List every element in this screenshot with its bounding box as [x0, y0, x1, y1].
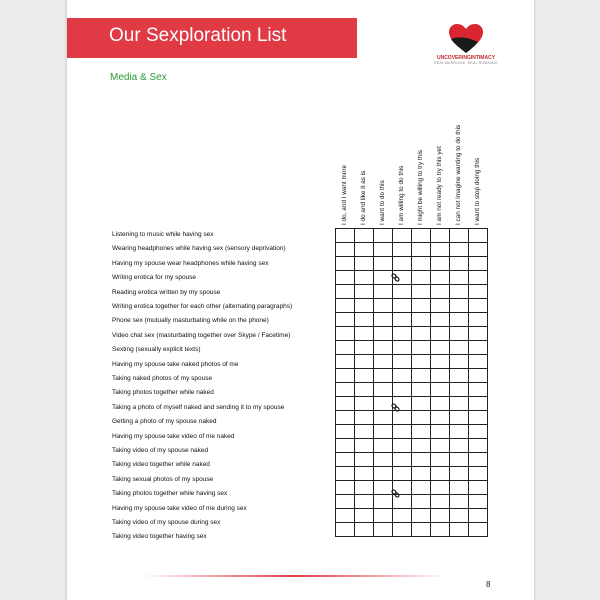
table-row: [336, 439, 488, 453]
checkbox-cell[interactable]: [355, 495, 374, 509]
checkbox-cell[interactable]: [374, 257, 393, 271]
section-title: Media & Sex: [110, 72, 167, 83]
checkbox-cell[interactable]: [355, 299, 374, 313]
column-header-label: I can not imagine wanting to do this: [455, 124, 462, 225]
checkbox-cell[interactable]: [393, 355, 412, 369]
checkbox-cell[interactable]: [431, 369, 450, 383]
checkbox-grid: [335, 228, 488, 537]
checkbox-cell[interactable]: [374, 467, 393, 481]
row-label: Writing erotica for my spouse: [112, 274, 197, 282]
row-label: Having my spouse wear headphones while having sex: [112, 259, 269, 267]
checkbox-cell[interactable]: [336, 285, 355, 299]
row-label: Sexting (sexually explicit texts): [112, 346, 201, 354]
checkbox-cell[interactable]: [355, 243, 374, 257]
checkbox-cell[interactable]: [412, 271, 431, 285]
table-row: [336, 229, 488, 243]
row-label: Listening to music while having sex: [112, 231, 214, 238]
checkbox-cell[interactable]: [393, 383, 412, 397]
table-row: [336, 397, 488, 411]
checkbox-cell[interactable]: [374, 327, 393, 341]
checkbox-cell[interactable]: [412, 313, 431, 327]
checkbox-cell[interactable]: [469, 355, 488, 369]
checkbox-cell[interactable]: [393, 439, 412, 453]
checkbox-cell[interactable]: [450, 495, 469, 509]
page-title: Our Sexploration List: [109, 25, 287, 46]
checkbox-cell[interactable]: [469, 425, 488, 439]
checkbox-cell[interactable]: [431, 495, 450, 509]
checkbox-cell[interactable]: [374, 299, 393, 313]
checkbox-cell[interactable]: [355, 383, 374, 397]
checkbox-cell[interactable]: [450, 271, 469, 285]
checkbox-cell[interactable]: [412, 229, 431, 243]
checkbox-cell[interactable]: [469, 509, 488, 523]
checkbox-cell[interactable]: [374, 285, 393, 299]
checkbox-cell[interactable]: [355, 355, 374, 369]
table-row: [336, 271, 488, 285]
checkbox-cell[interactable]: [355, 523, 374, 537]
checkbox-cell[interactable]: [412, 523, 431, 537]
checkbox-cell[interactable]: [412, 411, 431, 425]
checkbox-cell[interactable]: [374, 411, 393, 425]
row-label: Taking sexual photos of my spouse: [112, 475, 214, 483]
checkbox-cell[interactable]: [393, 369, 412, 383]
checkbox-cell[interactable]: [469, 411, 488, 425]
checkbox-cell[interactable]: [469, 439, 488, 453]
checkbox-cell[interactable]: [431, 355, 450, 369]
checkbox-cell[interactable]: [431, 341, 450, 355]
brand-logo: [422, 24, 510, 80]
checkbox-cell[interactable]: [469, 369, 488, 383]
checkbox-cell[interactable]: [336, 299, 355, 313]
checkbox-cell[interactable]: [336, 411, 355, 425]
checkbox-cell[interactable]: [374, 495, 393, 509]
row-label: Wearing headphones while having sex (sensory deprivation): [112, 245, 286, 253]
column-header-label: I do, and I want more: [341, 164, 348, 225]
table-row: [336, 285, 488, 299]
checkbox-cell[interactable]: [431, 327, 450, 341]
checkbox-cell[interactable]: [374, 509, 393, 523]
column-header-label: I am not ready to try this yet: [436, 146, 443, 225]
checkbox-cell[interactable]: [450, 453, 469, 467]
checkbox-cell[interactable]: [450, 369, 469, 383]
checkbox-cell[interactable]: [450, 523, 469, 537]
checkbox-cell[interactable]: [412, 285, 431, 299]
checkbox-cell[interactable]: [431, 467, 450, 481]
checkbox-cell[interactable]: [393, 509, 412, 523]
checkbox-cell[interactable]: [469, 495, 488, 509]
checkbox-cell[interactable]: [431, 411, 450, 425]
checkbox-cell[interactable]: [374, 481, 393, 495]
row-label: Phone sex (mutually masturbating while on the phone): [112, 317, 269, 325]
checkbox-cell[interactable]: [412, 397, 431, 411]
checkbox-cell[interactable]: [431, 271, 450, 285]
column-header-label: I do and like it as is: [360, 170, 367, 225]
table-row: [336, 243, 488, 257]
checkbox-cell[interactable]: [469, 341, 488, 355]
checkbox-cell[interactable]: [355, 425, 374, 439]
checkbox-cell[interactable]: [431, 243, 450, 257]
checkbox-cell[interactable]: [393, 299, 412, 313]
checkbox-cell[interactable]: [450, 299, 469, 313]
footer-divider: [142, 575, 447, 578]
checkbox-cell[interactable]: [469, 229, 488, 243]
checkbox-cell[interactable]: [355, 467, 374, 481]
checkbox-cell[interactable]: [431, 481, 450, 495]
checkbox-cell[interactable]: [336, 397, 355, 411]
checkbox-cell[interactable]: [450, 285, 469, 299]
checkbox-cell[interactable]: [336, 495, 355, 509]
checkbox-cell[interactable]: [336, 271, 355, 285]
checkbox-cell[interactable]: [412, 481, 431, 495]
checkbox-cell[interactable]: [393, 243, 412, 257]
checkbox-cell[interactable]: [374, 341, 393, 355]
checkbox-cell[interactable]: [374, 453, 393, 467]
checkbox-cell[interactable]: [469, 257, 488, 271]
checkbox-cell[interactable]: [450, 439, 469, 453]
checkbox-cell[interactable]: [336, 229, 355, 243]
checkbox-cell[interactable]: [374, 383, 393, 397]
checkbox-cell[interactable]: [450, 355, 469, 369]
checkbox-cell[interactable]: [355, 271, 374, 285]
checkbox-cell[interactable]: [336, 327, 355, 341]
checkbox-cell[interactable]: [393, 285, 412, 299]
checkbox-cell[interactable]: [393, 523, 412, 537]
checkbox-cell[interactable]: [412, 341, 431, 355]
row-label: Taking video of my spouse naked: [112, 447, 209, 454]
table-row: [336, 411, 488, 425]
checkbox-cell[interactable]: [412, 327, 431, 341]
checkbox-cell[interactable]: [450, 341, 469, 355]
row-label: Taking video together while naked: [112, 461, 210, 469]
checkbox-cell[interactable]: [355, 509, 374, 523]
checkbox-cell[interactable]: [469, 481, 488, 495]
checkbox-cell[interactable]: [336, 383, 355, 397]
checkbox-cell[interactable]: [469, 453, 488, 467]
checkbox-cell[interactable]: [450, 411, 469, 425]
table-row: [336, 341, 488, 355]
checkbox-cell[interactable]: [431, 383, 450, 397]
row-label: Having my spouse take video of me naked: [112, 432, 235, 440]
checkbox-cell[interactable]: [355, 481, 374, 495]
checkbox-cell[interactable]: [412, 299, 431, 313]
checkbox-cell[interactable]: [374, 425, 393, 439]
row-label: Reading erotica written by my spouse: [112, 288, 221, 296]
checkbox-cell[interactable]: [412, 383, 431, 397]
column-header-label: I might be willing to try this: [417, 150, 424, 225]
table-row: [336, 467, 488, 481]
row-label: Writing erotica together for each other (alternating paragraphs): [112, 303, 293, 310]
checkbox-cell[interactable]: [355, 285, 374, 299]
row-label: Having my spouse take video of me during sex: [112, 504, 247, 512]
table-row: [336, 495, 488, 509]
checkbox-cell[interactable]: [450, 229, 469, 243]
checkbox-cell[interactable]: [355, 229, 374, 243]
checkbox-cell[interactable]: [374, 243, 393, 257]
checkbox-cell[interactable]: [374, 313, 393, 327]
checkbox-cell[interactable]: [469, 523, 488, 537]
row-label: Taking video together having sex: [112, 533, 207, 541]
checkbox-cell[interactable]: [469, 271, 488, 285]
checkbox-cell[interactable]: [412, 425, 431, 439]
checkbox-cell[interactable]: [412, 369, 431, 383]
checkbox-cell[interactable]: [393, 467, 412, 481]
logo-text: UNCOVERINGINTIMACY: [436, 55, 496, 61]
checkbox-cell[interactable]: [431, 425, 450, 439]
checkbox-cell[interactable]: [450, 425, 469, 439]
row-label: Taking a photo of myself naked and sending it to my spouse: [112, 403, 285, 411]
checkbox-cell[interactable]: [355, 341, 374, 355]
checkbox-cell[interactable]: [450, 327, 469, 341]
checkbox-cell[interactable]: [336, 341, 355, 355]
checkbox-cell[interactable]: [450, 397, 469, 411]
checkbox-cell[interactable]: [469, 327, 488, 341]
checkbox-cell[interactable]: [374, 397, 393, 411]
checkbox-cell[interactable]: [412, 467, 431, 481]
checkbox-cell[interactable]: [393, 341, 412, 355]
checkbox-cell[interactable]: [336, 439, 355, 453]
document-page: [67, 0, 534, 600]
checkbox-cell[interactable]: [374, 523, 393, 537]
checkbox-cell[interactable]: [355, 369, 374, 383]
page-number: 8: [486, 580, 491, 589]
table-row: [336, 383, 488, 397]
checkbox-cell[interactable]: [393, 257, 412, 271]
table-row: [336, 369, 488, 383]
row-label: Taking photos together while having sex: [112, 490, 228, 498]
checkbox-cell[interactable]: [431, 453, 450, 467]
table-row: [336, 313, 488, 327]
checkbox-cell[interactable]: [469, 467, 488, 481]
table-row: [336, 257, 488, 271]
checkbox-cell[interactable]: [393, 313, 412, 327]
row-label: Having my spouse take naked photos of me: [112, 360, 239, 368]
checkbox-cell[interactable]: [374, 369, 393, 383]
checkbox-cell[interactable]: [393, 411, 412, 425]
checkbox-cell[interactable]: [450, 313, 469, 327]
checkbox-cell[interactable]: [431, 523, 450, 537]
checkbox-cell[interactable]: [393, 453, 412, 467]
checkbox-cell[interactable]: [469, 313, 488, 327]
row-label: Taking video of my spouse during sex: [112, 519, 221, 526]
checkbox-cell[interactable]: [469, 285, 488, 299]
table-row: [336, 523, 488, 537]
checkbox-cell[interactable]: [355, 313, 374, 327]
checkbox-cell[interactable]: [336, 425, 355, 439]
checkbox-cell[interactable]: [450, 243, 469, 257]
checkbox-cell[interactable]: [355, 327, 374, 341]
checkbox-cell[interactable]: [431, 313, 450, 327]
checkbox-cell[interactable]: [393, 425, 412, 439]
column-header-label: I am willing to do this: [398, 165, 405, 225]
table-row: [336, 355, 488, 369]
checkbox-cell[interactable]: [336, 355, 355, 369]
checkbox-cell[interactable]: [336, 313, 355, 327]
checkbox-cell[interactable]: [336, 453, 355, 467]
logo-tagline: REAL MARRIAGE, REAL ROMANCE: [434, 61, 498, 65]
checkbox-cell[interactable]: [393, 495, 412, 509]
checkbox-cell[interactable]: [412, 355, 431, 369]
checkbox-cell[interactable]: [336, 257, 355, 271]
checkbox-cell[interactable]: [393, 327, 412, 341]
row-label: Getting a photo of my spouse naked: [112, 418, 217, 426]
checkbox-cell[interactable]: [355, 397, 374, 411]
row-label: Video chat sex (masturbating together over Skype / Facetime): [112, 331, 291, 339]
checkbox-cell[interactable]: [412, 439, 431, 453]
checkbox-cell[interactable]: [355, 257, 374, 271]
checkbox-cell[interactable]: [393, 481, 412, 495]
column-header-label: I want to stop doing this: [474, 157, 481, 225]
table-row: [336, 327, 488, 341]
checkbox-cell[interactable]: [336, 243, 355, 257]
checkbox-cell[interactable]: [469, 397, 488, 411]
row-label: Taking photos together while naked: [112, 389, 214, 397]
table-row: [336, 425, 488, 439]
checkbox-cell[interactable]: [336, 481, 355, 495]
checkbox-cell[interactable]: [374, 439, 393, 453]
checkbox-cell[interactable]: [355, 453, 374, 467]
checkbox-cell[interactable]: [374, 271, 393, 285]
checkbox-cell[interactable]: [469, 383, 488, 397]
column-header-label: I want to do this: [379, 180, 386, 225]
checkbox-cell[interactable]: [431, 439, 450, 453]
checkbox-cell[interactable]: [374, 355, 393, 369]
table-row: [336, 509, 488, 523]
checkbox-cell[interactable]: [450, 467, 469, 481]
checkbox-cell[interactable]: [355, 439, 374, 453]
checkbox-cell[interactable]: [450, 509, 469, 523]
checkbox-cell[interactable]: [393, 397, 412, 411]
checkbox-cell[interactable]: [374, 229, 393, 243]
checkbox-cell[interactable]: [431, 285, 450, 299]
checkbox-cell[interactable]: [431, 397, 450, 411]
checkbox-cell[interactable]: [431, 229, 450, 243]
checkbox-cell[interactable]: [393, 229, 412, 243]
checkbox-cell[interactable]: [355, 411, 374, 425]
checkbox-cell[interactable]: [431, 509, 450, 523]
table-row: [336, 481, 488, 495]
checkbox-cell[interactable]: [336, 523, 355, 537]
row-label: Taking naked photos of my spouse: [112, 375, 213, 382]
checkbox-cell[interactable]: [336, 467, 355, 481]
checkbox-cell[interactable]: [450, 383, 469, 397]
checkbox-cell[interactable]: [431, 299, 450, 313]
heart-logo-icon: [448, 24, 484, 54]
checkbox-cell[interactable]: [336, 369, 355, 383]
checkbox-cell[interactable]: [393, 271, 412, 285]
checkbox-cell[interactable]: [336, 509, 355, 523]
checkbox-cell[interactable]: [450, 257, 469, 271]
checkbox-cell[interactable]: [431, 257, 450, 271]
table-row: [336, 299, 488, 313]
table-row: [336, 453, 488, 467]
checkbox-cell[interactable]: [412, 453, 431, 467]
checkbox-cell[interactable]: [450, 481, 469, 495]
checkbox-cell[interactable]: [412, 509, 431, 523]
checkbox-cell[interactable]: [469, 299, 488, 313]
title-banner: [67, 18, 357, 58]
checkbox-cell[interactable]: [412, 243, 431, 257]
checkbox-cell[interactable]: [412, 495, 431, 509]
checkbox-cell[interactable]: [469, 243, 488, 257]
checkbox-cell[interactable]: [412, 257, 431, 271]
